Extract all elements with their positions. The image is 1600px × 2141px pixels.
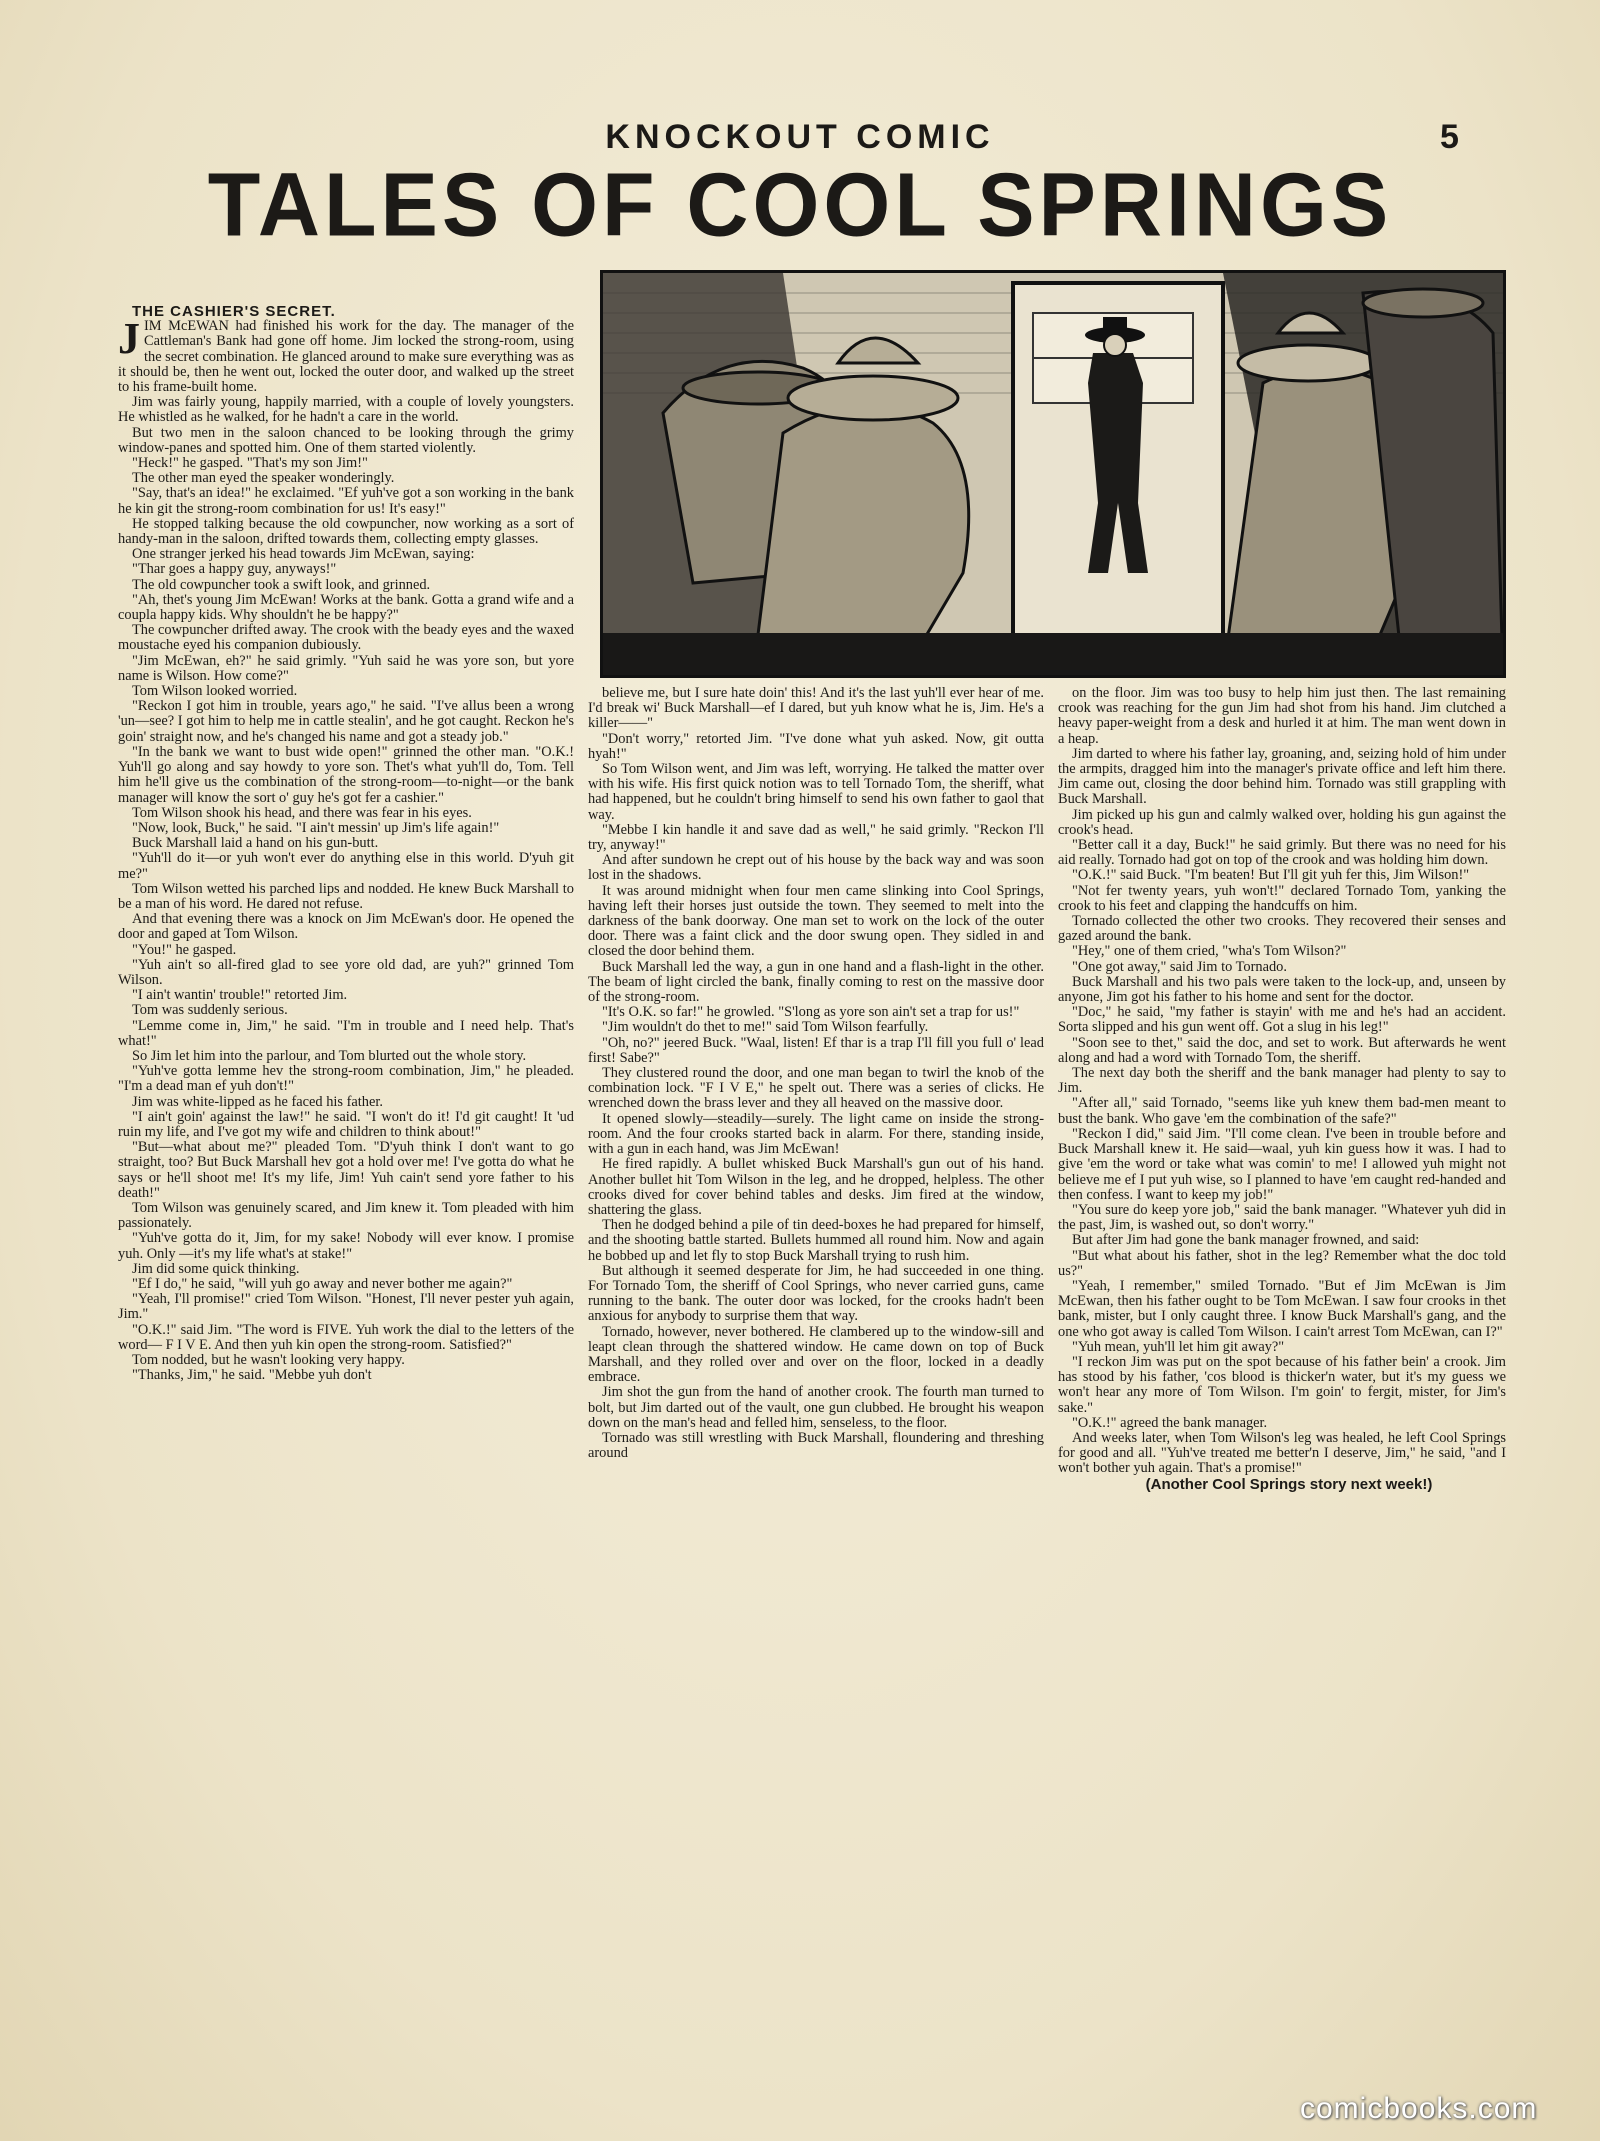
paragraph: They clustered round the door, and one man began to twirl the knob of the combination lock. "F I V E," he spelt out. There was a series of clicks. He wrenched down the brass lever and they all heaved on the massive door. bbox=[588, 1065, 1044, 1112]
paragraph: Tom was suddenly serious. bbox=[132, 1002, 288, 1019]
paragraph: "Hey," one of them cried, "wha's Tom Wilson?" bbox=[1072, 943, 1347, 960]
paragraph: "Thar goes a happy guy, anyways!" bbox=[132, 561, 337, 578]
column-3-paragraphs bbox=[1058, 686, 1506, 1477]
paragraph: "Not fer twenty years, yuh won't!" declared Tornado Tom, yanking the crook to his feet and clapping the handcuffs on him. bbox=[1058, 882, 1506, 914]
paragraph: Jim was white-lipped as he faced his father. bbox=[132, 1093, 383, 1110]
paragraph: "Heck!" he gasped. "That's my son Jim!" bbox=[132, 455, 368, 472]
paragraph: "I ain't goin' against the law!" he said. "I won't do it! I'd git caught! It 'ud ruin my life, and I've got my wife and children to think about!" bbox=[118, 1108, 574, 1140]
paragraph: But although it seemed desperate for Jim, he had succeeded in one thing. For Tornado Tom, the sheriff of Cool Springs, who never carried guns, came running to the bank. The outer door was locked, for the crooks hadn't been anxious for anybody to surprise them that way. bbox=[588, 1262, 1044, 1325]
paragraph: "Don't worry," retorted Jim. "I've done what yuh asked. Now, git outta hyah!" bbox=[588, 730, 1044, 762]
paragraph: The next day both the sheriff and the bank manager had plenty to say to Jim. bbox=[1058, 1065, 1506, 1097]
paragraph: "You sure do keep yore job," said the bank manager. "Whatever yuh did in the past, Jim, is washed out, so don't worry." bbox=[1058, 1201, 1506, 1234]
paragraph: "You!" he gasped. bbox=[132, 941, 237, 958]
paragraph: It opened slowly—steadily—surely. The light came on inside the strong-room. And the four crooks started back in alarm. For there, standing inside, with a gun in each hand, was Jim McEwan! bbox=[588, 1110, 1044, 1158]
paragraph: Buck Marshall led the way, a gun in one hand and a flash-light in the other. The beam of light circled the bank, finally coming to rest on the massive door of the strong-room. bbox=[588, 958, 1044, 1006]
paragraph: "Ah, thet's young Jim McEwan! Works at the bank. Gotta a grand wife and a coupla happy kids. Why shouldn't he be happy?" bbox=[118, 591, 574, 624]
drop-cap: J bbox=[118, 314, 140, 364]
paragraph: "Yuh've gotta do it, Jim, for my sake! Nobody will ever know. I promise yuh. Only —it's my life what's at stake!" bbox=[118, 1230, 574, 1262]
page-number: 5 bbox=[1440, 118, 1459, 156]
story-heading: THE CASHIER'S SECRET. bbox=[132, 304, 336, 320]
paragraph: JIM McEWAN had finished his work for the day. The manager of the Cattleman's Bank had gone off home. Jim locked the strong-room, using the secret combination. He glanced around to make sure everything was as it should be, then he went out, locked the outer door, and walked up the street to his frame-built home. bbox=[118, 314, 574, 396]
paragraph: believe me, but I sure hate doin' this! And it's the last yuh'll ever hear of me. I'd break wi' Buck Marshall—ef I dared, but yuh know what he is, Jim. He's a killer——" bbox=[588, 686, 1044, 732]
paragraph: And after sundown he crept out of his house by the back way and was soon lost in the shadows. bbox=[588, 852, 1044, 884]
paragraph: "Better call it a day, Buck!" he said grimly. But there was no need for his aid really. Tornado had got on top of the crook and was holding him down. bbox=[1058, 837, 1506, 869]
paragraph: "Yuh'll do it—or yuh won't ever do anything else in this world. D'yuh git me?" bbox=[118, 850, 574, 882]
paragraph: It was around midnight when four men came slinking into Cool Springs, having left their horses just outside the town. They seemed to melt into the darkness of the bank doorway. One man set to work on the lock of the outer door. There was a faint click and the door swung open. They sidled in and closed the door behind them. bbox=[588, 882, 1044, 960]
paragraph: "But what about his father, shot in the leg? Remember what the doc told us?" bbox=[1058, 1247, 1506, 1279]
paragraph: Buck Marshall laid a hand on his gun-butt. bbox=[132, 835, 379, 852]
paragraph: "Reckon I did," said Jim. "I'll come clean. I've been in trouble before and Buck Marshall knew it. He said—waal, yuh kin guess how it was. I had to give 'em the word or take what was comin' to me! I allowed yuh might not believe me ef I put yuh wise, so I planned to have 'em caught red-handed and then confess. I want to keep my job!" bbox=[1058, 1125, 1506, 1203]
paragraph: Tom Wilson wetted his parched lips and nodded. He knew Buck Marshall to be a man of his word. He dared not refuse. bbox=[118, 880, 574, 912]
paragraph: "Jim wouldn't do thet to me!" said Tom Wilson fearfully. bbox=[602, 1019, 929, 1036]
paragraph: "After all," said Tornado, "seems like yuh knew them bad-men meant to bust the bank. Who gave 'em the combination of the safe?" bbox=[1058, 1095, 1506, 1127]
paragraph: Tom Wilson looked worried. bbox=[132, 683, 298, 700]
story-illustration bbox=[600, 270, 1506, 678]
paragraph: on the floor. Jim was too busy to help him just then. The last remaining crook was reaching for the gun Jim had shot from his hand. Jim clutched a heavy paper-weight from a desk and hurled it at him. The man went down in a heap. bbox=[1058, 686, 1506, 747]
paragraph: The other man eyed the speaker wonderingly. bbox=[132, 470, 395, 487]
paragraph: Tom Wilson shook his head, and there was fear in his eyes. bbox=[132, 804, 472, 821]
paragraph: "Thanks, Jim," he said. "Mebbe yuh don't bbox=[132, 1367, 372, 1384]
paragraph: Jim picked up his gun and calmly walked over, holding his gun against the crook's head. bbox=[1058, 806, 1506, 838]
paragraph: "Doc," he said, "my father is stayin' with me and he's had an accident. Sorta slipped and his gun went off. Got a slug in his leg!" bbox=[1058, 1004, 1506, 1036]
paragraph: He fired rapidly. A bullet whisked Buck Marshall's gun out of his hand. Another bullet hit Tom Wilson in the leg, and he dropped, helpless. The other crooks dived for cover behind tables and desks. Jim fired at the window, shattering the glass. bbox=[588, 1156, 1044, 1218]
paragraph: "Soon see to thet," said the doc, and set to work. But afterwards he went along and had a word with Tornado Tom, the sheriff. bbox=[1058, 1034, 1506, 1066]
paragraph: Tornado, however, never bothered. He clambered up to the window-sill and leapt clean through the shattered window. He came down on top of Buck Marshall, and they rolled over and over on the floor, locked in a deadly embrace. bbox=[588, 1323, 1044, 1386]
paragraph: "O.K.!" agreed the bank manager. bbox=[1072, 1414, 1268, 1431]
paragraph: The old cowpuncher took a swift look, and grinned. bbox=[132, 576, 431, 593]
illustration-drawing bbox=[603, 273, 1503, 675]
paragraph: Tom Wilson was genuinely scared, and Jim knew it. Tom pleaded with him passionately. bbox=[118, 1199, 574, 1232]
paragraph: "Yeah, I remember," smiled Tornado. "But ef Jim McEwan is Jim McEwan, then his father ought to be Tom McEwan. I saw four crooks in thet bank, mister, but I only caught three. I know Buck Marshall's gang, and the one who got away is called Tom Wilson. I cain't arrest Tom McEwan, can I?" bbox=[1058, 1277, 1506, 1340]
paragraph: "Yeah, I'll promise!" cried Tom Wilson. "Honest, I'll never pester yuh again, Jim." bbox=[118, 1291, 574, 1323]
paragraph: "Mebbe I kin handle it and save dad as well," he said grimly. "Reckon I'll try, anyway!" bbox=[588, 821, 1044, 854]
paragraph: "Yuh ain't so all-fired glad to see yore old dad, are yuh?" grinned Tom Wilson. bbox=[118, 956, 574, 988]
paragraph: And weeks later, when Tom Wilson's leg was healed, he left Cool Springs for good and all. "Yuh've treated me better'n I deserve, Jim," he said, "and I won't bother yuh again. That's a promise!" bbox=[1058, 1429, 1506, 1477]
text-column-3 bbox=[1058, 686, 1506, 2126]
paragraph: "Reckon I got him in trouble, years ago," he said. "I've allus been a wrong 'un—see? I got him to help me in cattle stealin', and he got caught. Reckon he's goin' straight now, and he's changed his name and got a steady job." bbox=[118, 698, 574, 745]
paragraph: "Jim McEwan, eh?" he said grimly. "Yuh said he was yore son, but yore name is Wilson. How come?" bbox=[118, 652, 574, 684]
paragraph: "One got away," said Jim to Tornado. bbox=[1072, 958, 1287, 975]
paragraph: One stranger jerked his head towards Jim McEwan, saying: bbox=[132, 546, 475, 563]
column-2-paragraphs bbox=[588, 686, 1044, 1461]
paragraph: "Yuh mean, yuh'll let him git away?" bbox=[1072, 1338, 1285, 1355]
paragraph: "It's O.K. so far!" he growled. "S'long as yore son ain't set a trap for us!" bbox=[602, 1004, 1020, 1021]
paragraph: Tornado was still wrestling with Buck Marshall, floundering and threshing around bbox=[588, 1429, 1044, 1462]
paragraph: He stopped talking because the old cowpuncher, now working as a sort of handy-man in the saloon, drifted towards them, collecting empty glasses. bbox=[118, 515, 574, 548]
paragraph: Tom nodded, but he wasn't looking very happy. bbox=[132, 1352, 405, 1369]
paragraph: "Lemme come in, Jim," he said. "I'm in trouble and I need help. That's what!" bbox=[118, 1017, 574, 1049]
text-column-1 bbox=[118, 304, 574, 2124]
paragraph: The cowpuncher drifted away. The crook with the beady eyes and the waxed moustache eyed his companion dubiously. bbox=[118, 622, 574, 654]
paragraph: "Yuh've gotta lemme hev the strong-room combination, Jim," he pleaded. "I'm a dead man ef yuh don't!" bbox=[118, 1063, 574, 1095]
masthead: KNOCKOUT COMIC bbox=[605, 118, 995, 156]
next-week-note: (Another Cool Springs story next week!) bbox=[1145, 1475, 1433, 1493]
paragraph: "Ef I do," he said, "will yuh go away and never bother me again?" bbox=[132, 1276, 513, 1292]
column-1-paragraphs bbox=[118, 314, 574, 1384]
paragraph: Buck Marshall and his two pals were taken to the lock-up, and, unseen by anyone, Jim got his father to his home and sent for the doctor. bbox=[1058, 973, 1506, 1006]
paragraph: Then he dodged behind a pile of tin deed-boxes he had prepared for himself, and the shooting battle started. Bullets hummed all round him. Now and again he bobbed up and let fly to stop Buck Marshall trying to rush him. bbox=[588, 1217, 1044, 1264]
paragraph: And that evening there was a knock on Jim McEwan's door. He opened the door and gaped at Tom Wilson. bbox=[118, 911, 574, 943]
story-title: TALES OF COOL SPRINGS bbox=[207, 154, 1393, 256]
paragraph: "I reckon Jim was put on the spot because of his father bein' a crook. Jim has stood by his father, 'cos blood is thicker'n water, but it's my guess we won't hear any more of Tom Wilson. I'm goin' to fergit, mister, for Jim's sake." bbox=[1058, 1353, 1506, 1416]
paragraph: "O.K.!" said Buck. "I'm beaten! But I'll git yuh fer this, Jim Wilson!" bbox=[1072, 867, 1470, 884]
paragraph: Jim shot the gun from the hand of another crook. The fourth man turned to bolt, but Jim darted out of the vault, one gun clubbed. He brought his weapon down on the man's head and felled him, senseless, to the floor. bbox=[588, 1384, 1044, 1431]
paragraph: Jim darted to where his father lay, groaning, and, seizing hold of him under the armpits, dragged him into the manager's private office and left him there. Jim came out, closing the door behind him. Tornado was still grappling with Buck Marshall. bbox=[1058, 745, 1506, 808]
paragraph: So Tom Wilson went, and Jim was left, worrying. He talked the matter over with his wife. His first quick notion was to tell Tornado Tom, the sheriff, what had happened, but he couldn't bring himself to send his own father to gaol that way. bbox=[588, 761, 1044, 823]
paragraph: But two men in the saloon chanced to be looking through the grimy window-panes and spotted him. One of them started violently. bbox=[118, 424, 574, 456]
paragraph: "But—what about me?" pleaded Tom. "D'yuh think I don't want to go straight, too? But Buck Marshall hev got a hold over me! I've gotta do what he says or he'll shoot me! It's my life, Jim! Yuh cain't send yore father to his death!" bbox=[118, 1139, 574, 1201]
site-watermark: comicbooks.com bbox=[1300, 2092, 1538, 2125]
paragraph: "I ain't wantin' trouble!" retorted Jim. bbox=[132, 987, 348, 1004]
paragraph: Jim was fairly young, happily married, with a couple of lovely youngsters. He whistled as he walked, for he hadn't a care in the world. bbox=[118, 394, 574, 426]
text-column-2 bbox=[588, 686, 1044, 2126]
paragraph: "O.K.!" said Jim. "The word is FIVE. Yuh work the dial to the letters of the word— F I V E. And then yuh kin open the strong-room. Satisfied?" bbox=[118, 1321, 574, 1353]
paragraph: But after Jim had gone the bank manager frowned, and said: bbox=[1072, 1232, 1420, 1249]
paragraph: "Say, that's an idea!" he exclaimed. "Ef yuh've got a son working in the bank he kin git the strong-room combination for us! It's easy!" bbox=[118, 485, 574, 517]
paragraph: Jim did some quick thinking. bbox=[132, 1260, 300, 1277]
paragraph: So Jim let him into the parlour, and Tom blurted out the whole story. bbox=[132, 1047, 527, 1064]
paragraph: "In the bank we want to bust wide open!" grinned the other man. "O.K.! Yuh'll go along and say howdy to yore son. Thet's what yuh'll do, Tom. Tell him he'll give us the combination of the strong-room—to-night—or the bank manager will know the sort o' guy he's got fer a cashier." bbox=[118, 743, 574, 806]
paragraph: "Oh, no?" jeered Buck. "Waal, listen! Ef thar is a trap I'll fill you full o' lead first! Sabe?" bbox=[588, 1034, 1044, 1066]
paragraph: "Now, look, Buck," he said. "I ain't messin' up Jim's life again!" bbox=[132, 819, 500, 836]
paragraph: Tornado collected the other two crooks. They recovered their senses and gazed around the bank. bbox=[1058, 913, 1506, 945]
